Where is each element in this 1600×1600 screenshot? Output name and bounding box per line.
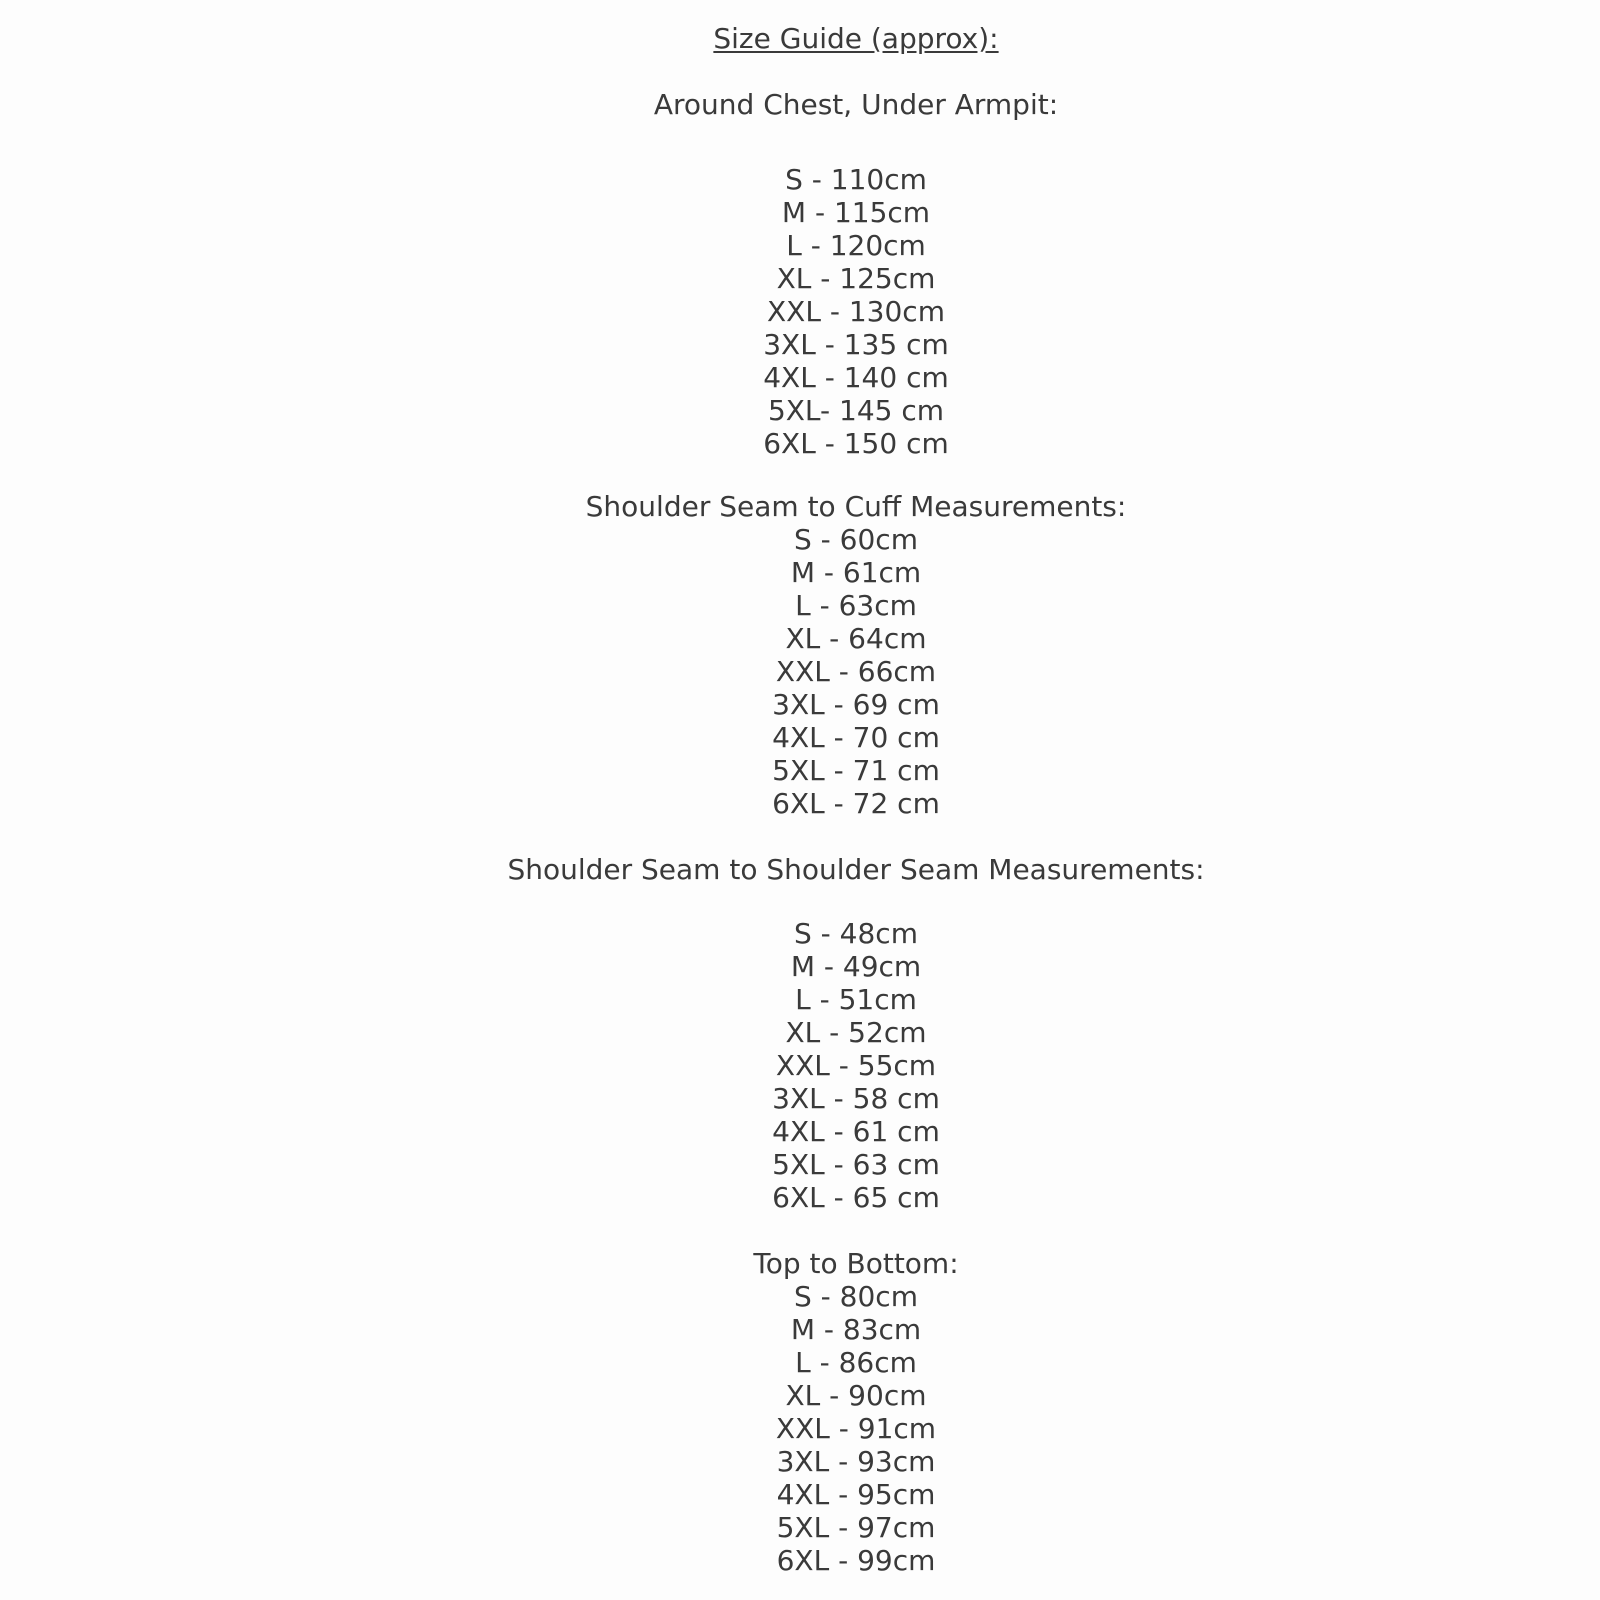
size-row: XL - 52cm: [785, 1016, 927, 1049]
size-row: 5XL - 63 cm: [772, 1148, 940, 1181]
size-row: S - 48cm: [794, 917, 918, 950]
size-row: 6XL - 72 cm: [772, 787, 940, 820]
size-row: 4XL - 61 cm: [772, 1115, 940, 1148]
size-row: S - 80cm: [794, 1280, 918, 1313]
size-row: XL - 64cm: [785, 622, 927, 655]
size-row: XXL - 130cm: [767, 295, 945, 328]
size-row: 5XL - 97cm: [776, 1511, 936, 1544]
size-row: XL - 125cm: [776, 262, 936, 295]
size-list: [112, 917, 1600, 1214]
size-row: XXL - 55cm: [775, 1049, 937, 1082]
section-around-chest: [112, 88, 1600, 460]
size-row: 6XL - 65 cm: [772, 1181, 940, 1214]
size-row: 3XL - 69 cm: [772, 688, 940, 721]
size-list: [112, 1280, 1600, 1577]
size-row: 3XL - 135 cm: [763, 328, 949, 361]
section-heading: Shoulder Seam to Cuff Measurements:: [585, 490, 1127, 523]
size-row: 4XL - 95cm: [776, 1478, 936, 1511]
size-list: [112, 163, 1600, 460]
size-row: 4XL - 140 cm: [763, 361, 949, 394]
section-top-to-bottom: [112, 1247, 1600, 1577]
size-row: XXL - 66cm: [775, 655, 937, 688]
section-shoulder-to-cuff: [112, 490, 1600, 820]
size-row: L - 51cm: [795, 983, 917, 1016]
section-heading: Around Chest, Under Armpit:: [653, 88, 1059, 121]
size-row: 5XL- 145 cm: [767, 394, 945, 427]
section-shoulder-to-shoulder: [112, 853, 1600, 1214]
size-row: M - 49cm: [790, 950, 922, 983]
size-row: 6XL - 99cm: [776, 1544, 936, 1577]
size-row: M - 83cm: [790, 1313, 922, 1346]
size-row: 6XL - 150 cm: [763, 427, 949, 460]
size-row: S - 110cm: [785, 163, 927, 196]
size-row: 4XL - 70 cm: [772, 721, 940, 754]
size-row: S - 60cm: [794, 523, 918, 556]
size-row: L - 120cm: [786, 229, 926, 262]
size-row: 5XL - 71 cm: [772, 754, 940, 787]
size-list: [112, 523, 1600, 820]
size-row: XL - 90cm: [785, 1379, 927, 1412]
size-row: 3XL - 93cm: [776, 1445, 936, 1478]
section-heading: Shoulder Seam to Shoulder Seam Measurements:: [507, 853, 1205, 886]
size-row: L - 86cm: [795, 1346, 917, 1379]
section-heading: Top to Bottom:: [753, 1247, 959, 1280]
size-guide-title: Size Guide (approx):: [713, 22, 999, 55]
size-row: M - 115cm: [781, 196, 931, 229]
size-row: L - 63cm: [795, 589, 917, 622]
size-row: M - 61cm: [790, 556, 922, 589]
size-row: 3XL - 58 cm: [772, 1082, 940, 1115]
size-row: XXL - 91cm: [775, 1412, 937, 1445]
